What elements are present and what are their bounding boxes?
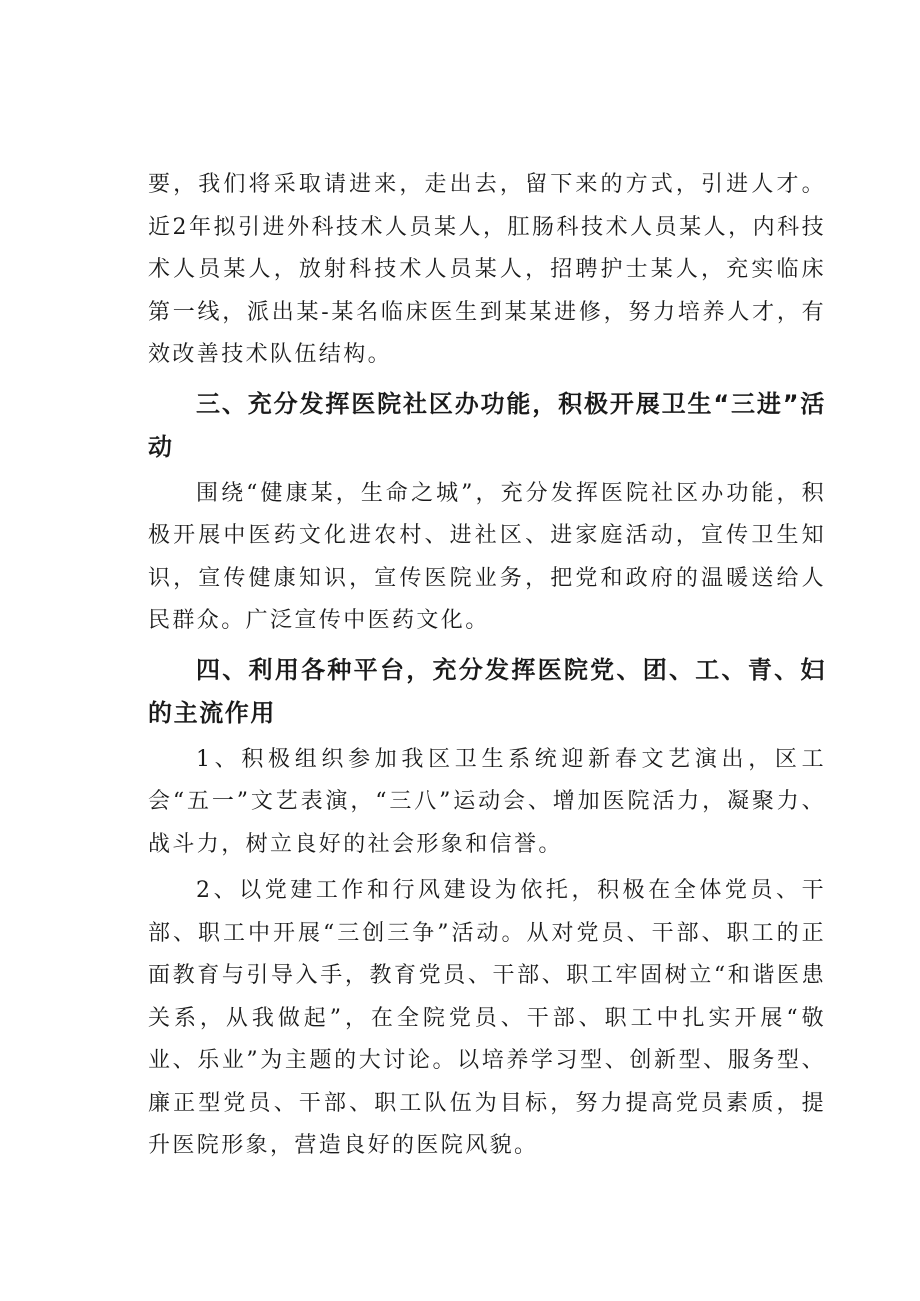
paragraph-talent-introduction: 要，我们将采取请进来，走出去，留下来的方式，引进人才。近2年拟引进外科技术人员某人，肛肠科技术人员某人，内科技术人员某人，放射科技术人员某人，招聘护士某人，充实临床第一线，派出某-某名临床医生到某某进修，努力培养人才，有效改善技术队伍结构。 [148,172,826,367]
paragraph-item-2-party-building: 2、以党建工作和行风建设为依托，积极在全体党员、干部、职工中开展“三创三争”活动。从对党员、干部、职工的正面教育与引导入手，教育党员、干部、职工牢固树立“和谐医患关系，从我做起”，在全院党员、干部、职工中扎实开展“敬业、乐业”为主题的大讨论。以培养学习型、创新型、服务型、廉正型党员、干部、职工队伍为目标，努力提高党员素质，提升医院形象，营造良好的医院风貌。 [148,878,826,1158]
heading-community-activities: 三、充分发挥医院社区办功能，积极开展卫生“三进”活动 [148,389,826,461]
heading-platform-roles: 四、利用各种平台，充分发挥医院党、团、工、青、妇的主流作用 [148,655,826,727]
document-body [148,164,826,1168]
paragraph-community-activities: 围绕“健康某，生命之城”，充分发挥医院社区办功能，积极开展中医药文化进农村、进社区、进家庭活动，宣传卫生知识，宣传健康知识，宣传医院业务，把党和政府的温暖送给人民群众。广泛宣传中医药文化。 [148,480,826,633]
paragraph-item-1-cultural-events: 1、积极组织参加我区卫生系统迎新春文艺演出，区工会“五一”文艺表演，“三八”运动会、增加医院活力，凝聚力、战斗力，树立良好的社会形象和信誉。 [148,746,826,857]
